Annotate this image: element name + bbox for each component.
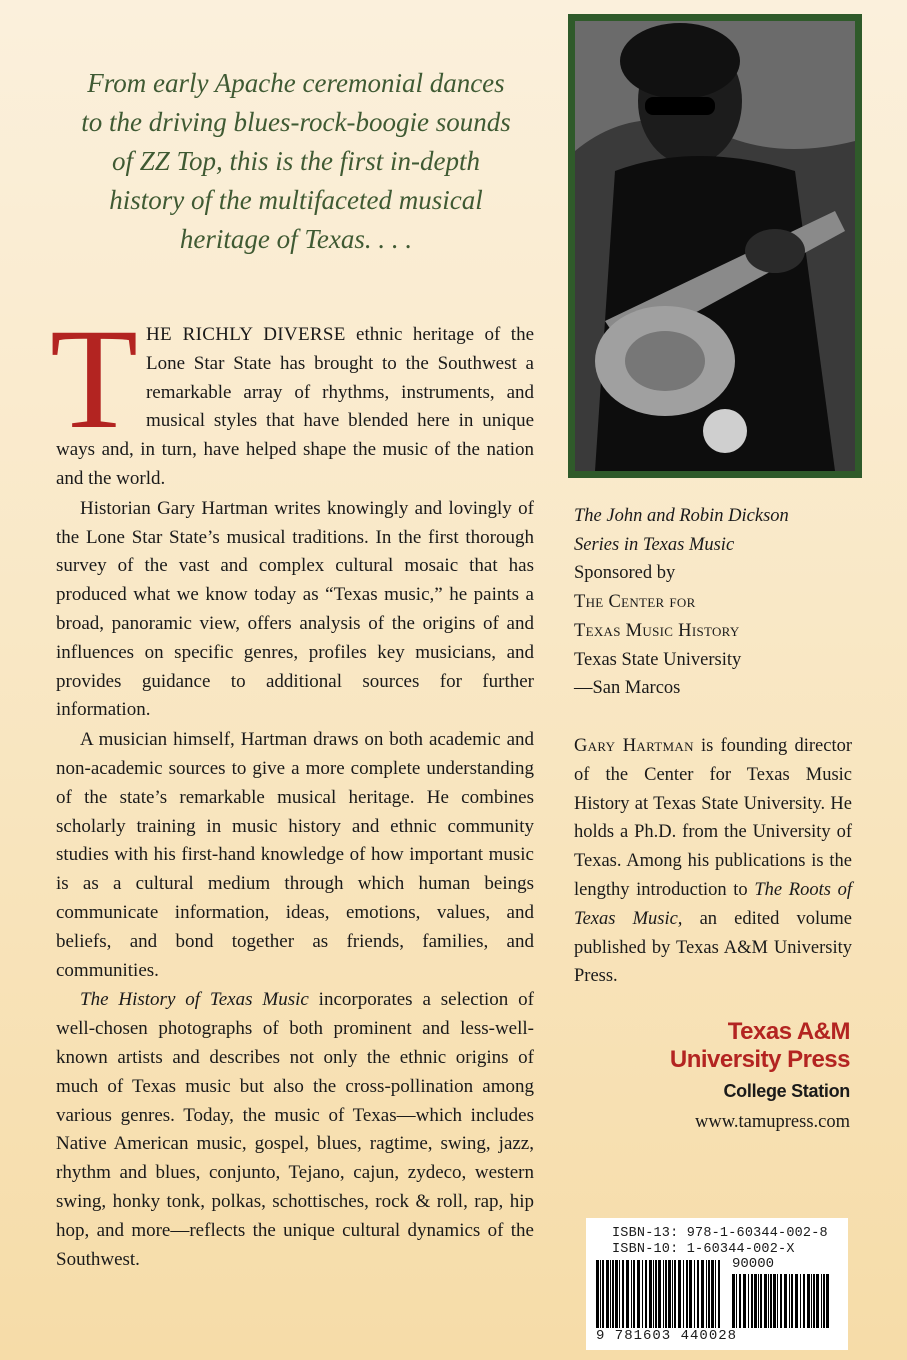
author-name: Gary Hartman <box>574 736 694 756</box>
ean-digits: 9 781603 440028 <box>596 1328 738 1344</box>
price-code: 90000 <box>732 1256 775 1272</box>
series-line: The John and Robin Dickson <box>574 506 789 526</box>
series-info <box>574 502 874 703</box>
paragraph-text: incorporates a selection of well-chosen photographs of both prominent and less-well-known artists and describes not only the ethnic origins of much of Texas music but also the cross-pollination among various genres. Today, the music of Texas—which includes Native American music, gospel, blues, ragtime, swing, jazz, rhythm and blues, conjunto, Tejano, cajun, zydeco, western swing, honky tonk, polkas, schottisches, rock & roll, rap, hip hop, and more—reflects the unique cultural dynamics of the Southwest. <box>56 989 534 1270</box>
paragraph-text: ethnic heritage of the Lone Star State has brought to the Southwest a remarkable array of rhythms, instruments, and musical styles that have blended here in unique ways and, in turn, have helped shape the music of the nation and the world. <box>56 324 534 489</box>
bio-text: is founding director of the Center for Texas Music History at Texas State University. He holds a Ph.D. from the University of Texas. Among his publications is the lengthy introduction to <box>574 736 852 900</box>
series-line: —San Marcos <box>574 678 681 699</box>
book-title: The History of Texas Music <box>80 989 309 1011</box>
series-line: Sponsored by <box>574 563 676 584</box>
paragraph-3: A musician himself, Hartman draws on both academic and non-academic sources to give a more complete understanding of the state’s remarkable musical heritage. He combines scholarly training in music history and ethnic community studies with his first-hand knowledge of how important music is as a cultural medium through which human beings communicate information, ideas, emotions, values, and beliefs, and bond together as friends, families, and communities. <box>56 729 534 981</box>
price-barcode-bars <box>732 1274 830 1328</box>
barcode-box <box>586 1218 848 1350</box>
isbn13: ISBN-13: 978-1-60344-002-8 <box>612 1226 828 1241</box>
publisher-url: www.tamupress.com <box>695 1112 850 1132</box>
series-line: Texas Music History <box>574 620 740 641</box>
bio-text: an edited volume published by Texas A&M University Press. <box>574 908 852 987</box>
tagline <box>60 64 532 259</box>
barcode-bars <box>596 1260 720 1328</box>
tagline-line: heritage of Texas. . . . <box>179 224 413 254</box>
paragraph-4 <box>56 986 534 1274</box>
author-photo-frame <box>568 14 862 478</box>
publisher-block <box>670 1018 850 1133</box>
drop-cap: T <box>50 300 138 459</box>
paragraph-2: Historian Gary Hartman writes knowingly and lovingly of the Lone Star State’s musical traditions. In the first thorough survey of the vast and complex cultural mosaic that has produced what we know today as “Texas music,” he paints a broad, panoramic view, offers analysis of the origins of and influences on specific genres, profiles key musicians, and provides guidance to additional sources for further information. <box>56 497 534 721</box>
tagline-line: to the driving blues-rock-boogie sounds <box>81 107 511 137</box>
lead-in: HE RICHLY DIVERSE <box>145 324 346 345</box>
paragraph-1 <box>50 300 534 494</box>
series-line: Texas State University <box>574 649 742 670</box>
tagline-line: of ZZ Top, this is the first in-depth <box>111 146 481 176</box>
description <box>50 300 534 1274</box>
tagline-line: From early Apache ceremonial dances <box>87 68 505 98</box>
series-line: Series in Texas Music <box>574 534 735 555</box>
tagline-line: history of the multifaceted musical <box>109 185 483 215</box>
isbn10: ISBN-10: 1-60344-002-X <box>612 1242 795 1257</box>
musician-photo <box>575 21 855 471</box>
author-bio <box>574 732 852 991</box>
guitarist-illustration <box>575 21 855 471</box>
publisher-city: College Station <box>723 1081 850 1101</box>
publisher-name-line1: Texas A&M <box>727 1018 850 1045</box>
publisher-name-line2: University Press <box>669 1046 850 1073</box>
bio-book-title: The Roots of Texas Music, <box>574 879 853 929</box>
series-line: The Center for <box>574 592 696 613</box>
